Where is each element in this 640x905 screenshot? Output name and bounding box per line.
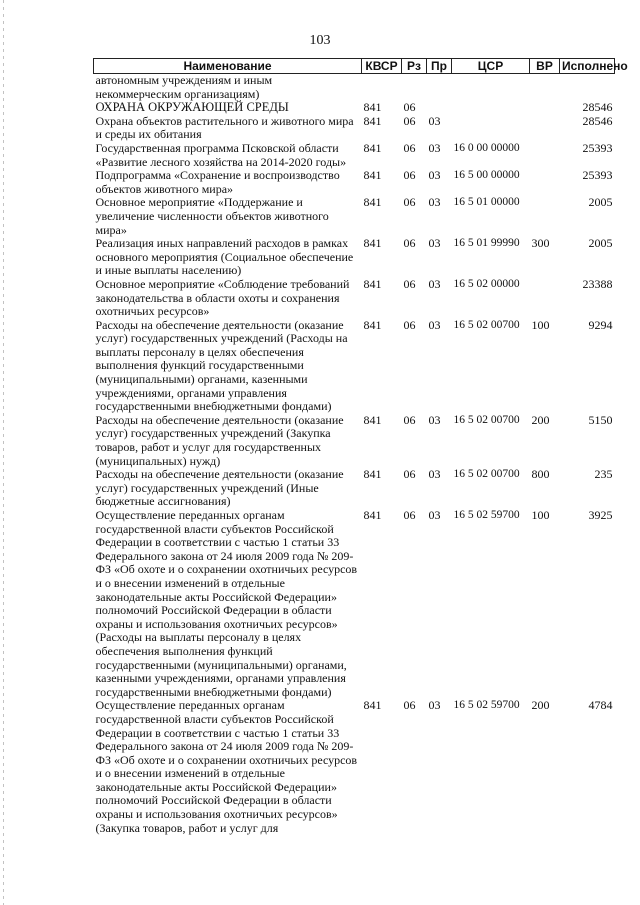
cell-pr: 03	[428, 698, 441, 713]
cell-done: 23388	[582, 276, 613, 291]
cell-rz: 06	[403, 236, 416, 251]
cell-name: Расходы на обеспечение деятельности (оказание услуг) государственных учреждений (Закупка товаров, работ и услуг для государственных (муниципальных) нужд)	[95, 412, 344, 468]
cell-vr: 100	[531, 508, 550, 522]
cell-done: 9294	[588, 317, 613, 332]
cell-rz: 06	[403, 508, 416, 522]
cell-pr: 03	[428, 317, 441, 332]
table-row	[94, 101, 615, 115]
table-row	[94, 699, 615, 835]
cell-csr: 16 5 02 00000	[453, 277, 520, 290]
cell-csr: 16 5 00 00000	[453, 169, 520, 182]
cell-csr: 16 5 02 59700	[453, 699, 520, 712]
cell-rz: 06	[403, 195, 416, 210]
cell-kvsr: 841	[363, 317, 382, 332]
cell-vr	[530, 142, 560, 169]
cell-pr: 03	[428, 508, 441, 522]
cell-pr: 03	[428, 276, 441, 291]
cell-vr: 100	[531, 317, 550, 332]
table-row	[94, 196, 615, 237]
cell-rz: 06	[403, 168, 416, 183]
cell-csr	[452, 115, 530, 142]
table-row	[94, 237, 615, 278]
cell-vr	[530, 278, 560, 319]
table-row	[94, 115, 615, 142]
cell-kvsr: 841	[363, 113, 382, 128]
cell-kvsr: 841	[363, 698, 382, 713]
cell-name: Расходы на обеспечение деятельности (оказание услуг) государственных учреждений (Расходы на выплаты персоналу в целях обеспечения выполнения функций государственными (муниципальными) органами, казенными учреждениями, органами управления государственными внебюджетными фондами)	[95, 317, 348, 414]
cell-rz: 06	[403, 113, 416, 128]
cell-done: 28546	[582, 100, 613, 115]
table-row	[94, 74, 615, 102]
cell-name: Реализация иных направлений расходов в рамках основного мероприятия (Социальное обеспечение и иные выплаты населению)	[95, 236, 354, 278]
cell-csr	[452, 101, 530, 115]
cell-csr: 16 5 02 59700	[453, 509, 520, 521]
table-row	[94, 278, 615, 319]
cell-rz: 06	[403, 412, 416, 427]
cell-rz	[402, 74, 427, 102]
cell-rz: 06	[403, 467, 416, 482]
cell-pr: 03	[428, 467, 441, 482]
cell-vr	[530, 196, 560, 237]
cell-done	[560, 74, 615, 102]
cell-csr: 16 5 02 00700	[453, 318, 520, 331]
cell-kvsr	[362, 74, 402, 102]
cell-rz: 06	[403, 276, 416, 291]
cell-rz: 06	[403, 140, 416, 155]
cell-done: 2005	[588, 236, 613, 251]
cell-csr: 16 0 00 00000	[453, 141, 520, 154]
cell-kvsr: 841	[363, 276, 382, 291]
cell-kvsr: 841	[363, 412, 382, 427]
cell-name: Основное мероприятие «Поддержание и увеличение численности объектов животного мира»	[95, 195, 329, 237]
cell-vr: 300	[531, 236, 550, 251]
cell-name: Осуществление переданных органам государственной власти субъектов Российской Федерации в соответствии с частью 1 статьи 33 Федерального закона от 24 июля 2009 года № 209-ФЗ «Об охоте и о сохранении охотничьих ресурсов и о внесении изменений в отдельные законодательные акты Российской Федерации» полномочий Российской Федерации в области охраны и использования охотничьих ресурсов» (Закупка товаров, работ и услуг для	[95, 698, 358, 835]
cell-done: 235	[594, 467, 613, 482]
cell-name: Основное мероприятие «Соблюдение требований законодательства в области охоты и сохранения охотничьих ресурсов»	[95, 276, 350, 319]
cell-kvsr: 841	[363, 100, 382, 115]
cell-rz: 06	[403, 317, 416, 332]
cell-vr: 200	[531, 412, 550, 427]
scan-edge-mark	[3, 0, 4, 905]
header-rz: Рз	[402, 59, 427, 74]
cell-pr: 03	[428, 113, 441, 128]
cell-csr: 16 5 01 00000	[453, 196, 520, 209]
header-pr: Пр	[427, 59, 452, 74]
table-row	[94, 142, 615, 169]
table-header	[94, 58, 628, 74]
cell-vr: 200	[531, 698, 550, 713]
table-row	[94, 468, 615, 509]
cell-done: 4784	[588, 698, 613, 713]
cell-pr	[427, 101, 452, 115]
header-kvsr: КВСР	[362, 59, 402, 74]
header-vr: ВР	[530, 59, 560, 74]
cell-pr: 03	[428, 195, 441, 210]
cell-pr: 03	[428, 236, 441, 251]
cell-name: Расходы на обеспечение деятельности (оказание услуг) государственных учреждений (Иные бюджетные ассигнования)	[95, 467, 344, 509]
cell-kvsr: 841	[363, 467, 382, 482]
cell-csr: 16 5 01 99990	[453, 237, 520, 250]
cell-kvsr: 841	[363, 508, 382, 522]
cell-done: 25393	[582, 168, 613, 183]
cell-name: Осуществление переданных органам государственной власти субъектов Российской Федерации в соответствии с частью 1 статьи 33 Федерального закона от 24 июля 2009 года № 209-ФЗ «Об охоте и о сохранении охотничьих ресурсов и о внесении изменений в отдельные законодательные акты Российской Федерации» полномочий Российской Федерации в области охраны и использования охотничьих ресурсов» (Расходы на выплаты персоналу в целях обеспечения выполнения функций государственными (муниципальными) органами, казенными учреждениями, органами управления государственными внебюджетными фондами)	[95, 508, 358, 699]
cell-done: 28546	[582, 113, 613, 128]
table-row	[94, 169, 615, 196]
cell-name: Охрана объектов растительного и животного мира и среды их обитания	[95, 113, 354, 142]
cell-kvsr: 841	[363, 168, 382, 183]
cell-done: 3925	[588, 508, 613, 522]
cell-name: Подпрограмма «Сохранение и воспроизводство объектов животного мира»	[95, 168, 340, 196]
cell-vr	[530, 169, 560, 196]
cell-done: 25393	[582, 140, 613, 155]
cell-pr: 03	[428, 168, 441, 183]
cell-csr: 16 5 02 00700	[453, 468, 520, 481]
cell-pr: 03	[428, 412, 441, 427]
cell-rz: 06	[403, 698, 416, 713]
cell-vr	[530, 74, 560, 102]
cell-name: Государственная программа Псковской области «Развитие лесного хозяйства на 2014-2020 годы»	[95, 140, 347, 169]
page-number: 103	[309, 33, 331, 48]
cell-csr: 16 5 02 00700	[453, 413, 520, 426]
header-csr: ЦСР	[452, 59, 530, 74]
cell-vr	[530, 101, 560, 115]
header-done: Исполнено	[560, 59, 615, 74]
cell-vr: 800	[531, 467, 550, 482]
cell-kvsr: 841	[363, 236, 382, 251]
table-row	[94, 509, 615, 699]
cell-pr: 03	[428, 140, 441, 155]
cell-pr	[427, 74, 452, 102]
cell-kvsr: 841	[363, 195, 382, 210]
cell-name: автономным учреждениям и иным некоммерческим организациям)	[95, 73, 273, 101]
cell-rz: 06	[403, 100, 416, 115]
header-name: Наименование	[94, 59, 362, 74]
budget-table	[93, 58, 628, 835]
cell-vr	[530, 115, 560, 142]
cell-csr	[452, 74, 530, 102]
cell-done: 2005	[588, 195, 613, 210]
cell-kvsr: 841	[363, 140, 382, 155]
table-row	[94, 319, 615, 414]
table-row	[94, 414, 615, 468]
cell-done: 5150	[588, 412, 613, 427]
table-body	[94, 74, 615, 836]
cell-name: ОХРАНА ОКРУЖАЮЩЕЙ СРЕДЫ	[95, 100, 289, 115]
